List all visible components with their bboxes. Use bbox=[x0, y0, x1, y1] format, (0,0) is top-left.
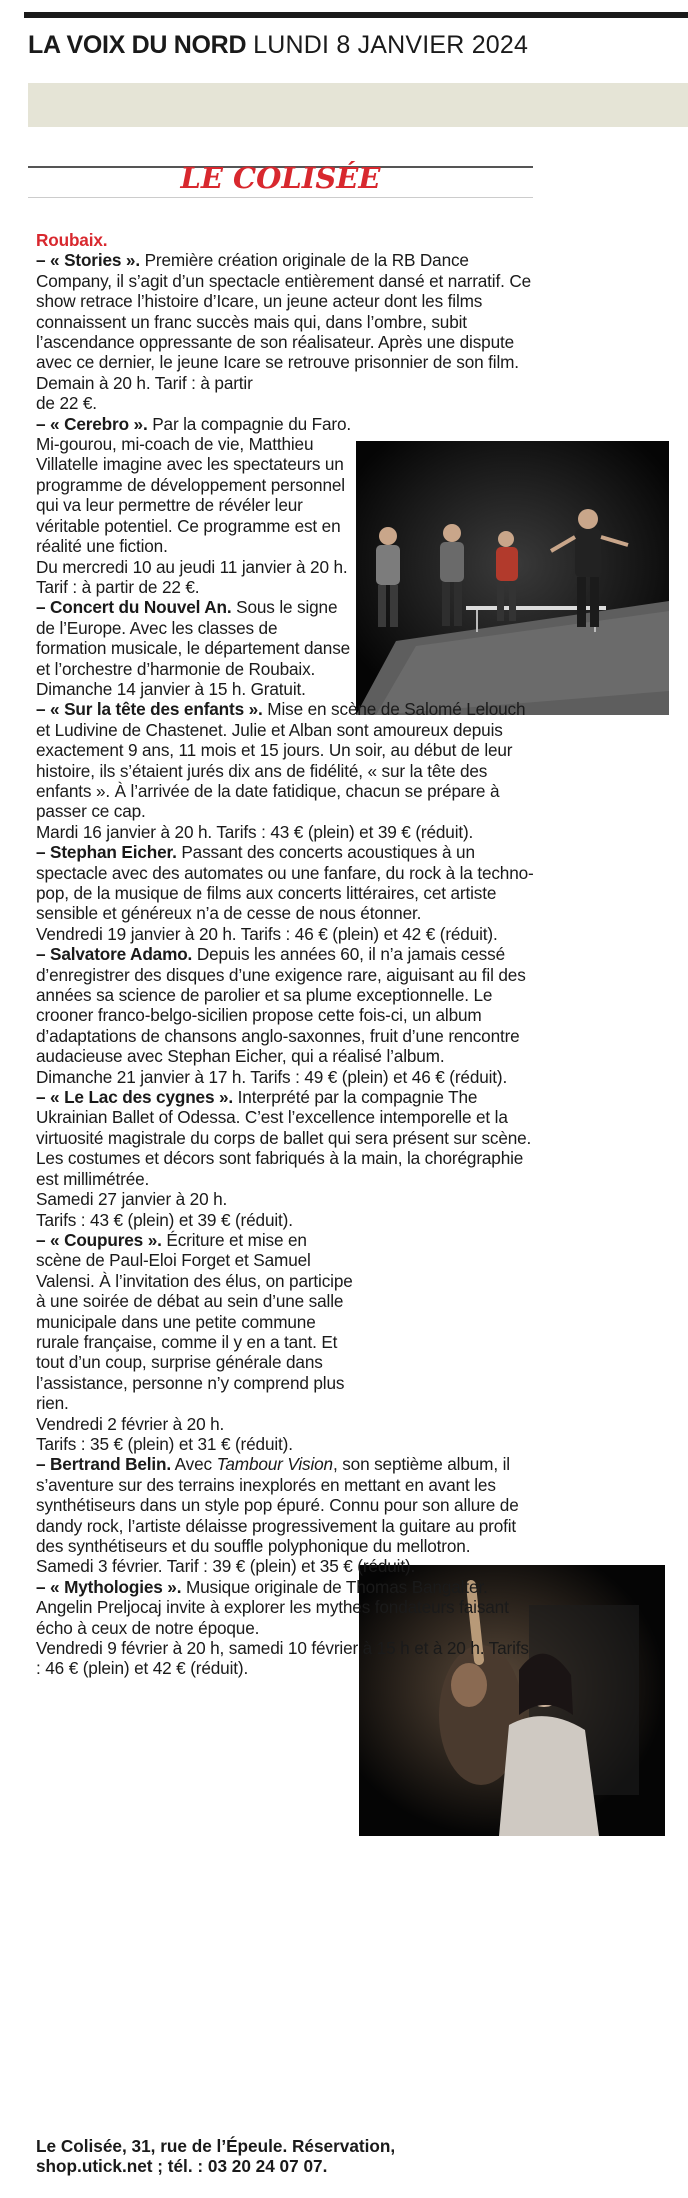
item-title: – « Coupures ». bbox=[36, 1229, 162, 1250]
item-info: Samedi 27 janvier à 20 h. bbox=[36, 1189, 228, 1210]
item-title: – Stephan Eicher. bbox=[36, 842, 177, 863]
listing-info bbox=[36, 1638, 536, 1679]
masthead bbox=[28, 30, 528, 60]
item-title: – « Stories ». bbox=[36, 250, 140, 271]
item-text: Écriture et mise en scène de Paul-Eloi Forget et Samuel Valensi. À l’invitation des élus, on participe à une soirée de débat au sein d’une salle municipale dans une petite commune rurale française, comme il y en a tant. Et tout d’un coup, surprise générale dans l’assistance, personne n’y comprend plus rien. bbox=[36, 1229, 353, 1414]
item-text: Musique originale de Thomas Bangalter. Angelin Preljocaj invite à explorer les mythes fondateurs faisant écho à ceux de notre époque. bbox=[36, 1576, 509, 1638]
article-body bbox=[36, 230, 536, 1679]
listing-item bbox=[36, 842, 536, 924]
item-title: – « Le Lac des cygnes ». bbox=[36, 1087, 234, 1108]
listing-info bbox=[36, 557, 351, 598]
coupures-block bbox=[36, 1230, 354, 1454]
listing-info bbox=[36, 924, 536, 944]
item-text: Première création originale de la RB Dance Company, il s’agit d’un spectacle entièrement dansé et narratif. Ce show retrace l’histoire d’Icare, un jeune acteur dont les films connaissent un franc succès mais qui, dans l’ombre, subit l’ascendance oppressante de son réalisateur. Après une dispute avec ce dernier, le jeune Icare se retrouve prisonnier de son film. bbox=[36, 250, 532, 373]
header-band bbox=[28, 83, 688, 127]
item-title: – Salvatore Adamo. bbox=[36, 944, 193, 965]
item-info: Mardi 16 janvier à 20 h. Tarifs : 43 € (plein) et 39 € (réduit). bbox=[36, 821, 474, 842]
listing-item bbox=[36, 414, 351, 557]
section-header bbox=[28, 155, 533, 199]
item-info: Dimanche 14 janvier à 15 h. Gratuit. bbox=[36, 678, 306, 699]
place-label: Roubaix. bbox=[36, 230, 108, 250]
listing-info bbox=[36, 1556, 536, 1576]
item-text: Par la compagnie du Faro. Mi-gourou, mi-coach de vie, Matthieu Villatelle imagine avec les spectateurs un programme de développement personnel qui va leur permettre de révéler leur véritable potentiel. Ce programme est en réalité une fiction. bbox=[36, 413, 352, 557]
item-text: Avec bbox=[170, 1454, 217, 1475]
section-title: LE COLISÉE bbox=[180, 161, 381, 195]
item-text: Interprété par la compagnie The Ukrainian Ballet of Odessa. C’est l’excellence intemporelle et la virtuosité magistrale du corps de ballet qui sera présent sur scène. Les costumes et décors sont fabriqués à la main, la chorégraphie est millimétrée. bbox=[36, 1087, 532, 1189]
listing-info bbox=[36, 1414, 354, 1434]
listing-info bbox=[36, 1434, 354, 1454]
listing-info bbox=[36, 679, 536, 699]
item-info: Samedi 3 février. Tarif : 39 € (plein) et 35 € (réduit). bbox=[36, 1556, 416, 1577]
item-title: – « Mythologies ». bbox=[36, 1576, 182, 1597]
item-info: Tarifs : 35 € (plein) et 31 € (réduit). bbox=[36, 1433, 293, 1454]
listing-info bbox=[36, 822, 536, 842]
newspaper-name: LA VOIX DU NORD bbox=[28, 31, 247, 59]
article-location bbox=[36, 230, 536, 250]
item-text: Passant des concerts acoustiques à un spectacle avec des automates ou une fanfare, du rock à la techno-pop, de la musique de films aux concerts littéraires, cet artiste sensible et généreux n’a de cesse de nous étonner. bbox=[36, 842, 534, 924]
listing-item bbox=[36, 1230, 354, 1414]
item-title: – Bertrand Belin. bbox=[36, 1454, 171, 1475]
venue-footer: Le Colisée, 31, rue de l’Épeule. Réservation, shop.utick.net ; tél. : 03 20 24 07 07. bbox=[36, 2136, 396, 2177]
item-title: – Concert du Nouvel An. bbox=[36, 597, 232, 618]
item-info: Vendredi 19 janvier à 20 h. Tarifs : 46 € (plein) et 42 € (réduit). bbox=[36, 923, 498, 944]
listing-info bbox=[36, 1189, 536, 1209]
album-title: Tambour Vision bbox=[216, 1454, 333, 1475]
listing-info bbox=[36, 1067, 536, 1087]
item-info: Tarifs : 43 € (plein) et 39 € (réduit). bbox=[36, 1209, 293, 1230]
listing-info bbox=[36, 373, 256, 414]
item-text: Mise en scène de Salomé Lelouch et Ludivine de Chastenet. Julie et Alban sont amoureux depuis exactement 9 ans, 11 mois et 15 jours. Un soir, au début de leur histoire, ils s’étaient jurés dix ans de fidélité, « sur la tête des enfants ». À l’arrivée de la date fatidique, chacun se prépare à passer ce cap. bbox=[36, 699, 526, 822]
item-text: Sous le signe de l’Europe. Avec les classes de formation musicale, le département danse et l’orchestre d’harmonie de Roubaix. bbox=[36, 597, 351, 679]
item-info: Vendredi 2 février à 20 h. bbox=[36, 1413, 225, 1434]
item-info: Dimanche 21 janvier à 17 h. Tarifs : 49 € (plein) et 46 € (réduit). bbox=[36, 1066, 508, 1087]
publication-date: LUNDI 8 JANVIER 2024 bbox=[253, 31, 529, 59]
item-text: Depuis les années 60, il n’a jamais cessé d’enregistrer des disques d’une exigence rare, aiguisant au fil des années sa science de parolier et sa plume exceptionnelle. Le crooner franco-belgo-sicilien propose cette fois-ci, un album d’adaptations de chansons anglo-saxonnes, fruit d’une rencontre audacieuse avec Stephan Eicher, qui a réalisé l’album. bbox=[36, 944, 526, 1067]
listing-item bbox=[36, 1577, 536, 1638]
listing-item bbox=[36, 1087, 536, 1189]
listing-item bbox=[36, 944, 536, 1066]
item-info: Du mercredi 10 au jeudi 11 janvier à 20 h. Tarif : à partir de 22 €. bbox=[36, 556, 348, 597]
listing-item bbox=[36, 699, 536, 821]
cerebro-block bbox=[36, 414, 351, 679]
listing-info bbox=[36, 1210, 536, 1230]
item-title: – « Sur la tête des enfants ». bbox=[36, 699, 263, 720]
item-text: , son septième album, il s’aventure sur des terrains inexplorés en mettant en avant les synthétiseurs dans un style pop épuré. Connu pour son allure de dandy rock, l’artiste délaisse progressivement la guitare au profit des synthétiseurs et du souffle polyphonique du mellotron. bbox=[36, 1454, 519, 1556]
listing-item bbox=[36, 597, 351, 679]
item-info: Vendredi 9 février à 20 h, samedi 10 février à 15 h et à 20 h. Tarifs : 46 € (plein) et 42 € (réduit). bbox=[36, 1638, 529, 1679]
item-title: – « Cerebro ». bbox=[36, 413, 148, 434]
item-info: Demain à 20 h. Tarif : à partir de 22 €. bbox=[36, 372, 253, 414]
listing-item bbox=[36, 1454, 536, 1556]
top-rule bbox=[24, 12, 688, 18]
section-title-underline bbox=[28, 197, 533, 198]
listing-item bbox=[36, 250, 536, 372]
